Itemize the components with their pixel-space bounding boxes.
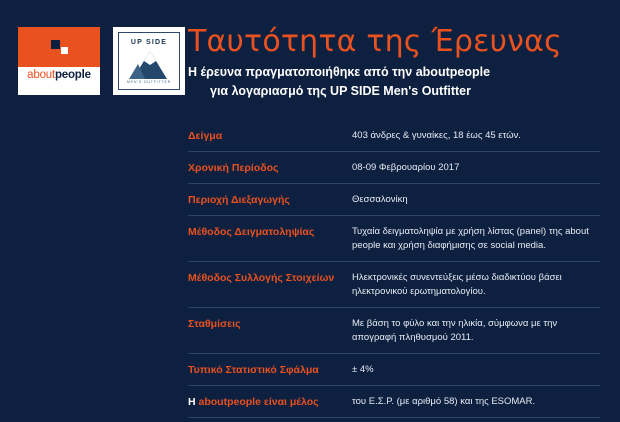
aboutpeople-logo	[18, 27, 100, 95]
table-row	[188, 386, 600, 418]
logo-text-about: about	[27, 69, 55, 81]
fact-label: Δείγμα	[188, 120, 348, 152]
survey-identity-table	[188, 120, 600, 418]
aboutpeople-logo-text	[18, 69, 100, 81]
table-row	[188, 308, 600, 354]
mountain-icon	[125, 48, 175, 82]
logo-area	[18, 27, 185, 95]
table-row	[188, 262, 600, 308]
fact-value: ± 4%	[348, 354, 600, 386]
logo-text-people: people	[54, 69, 91, 81]
fact-value: Τυχαία δειγματοληψία με χρήση λίστας (panel) της about people και χρήση διαφήμισης σε social media.	[348, 216, 600, 262]
fact-value: Θεσσαλονίκη	[348, 184, 600, 216]
page-subtitle	[188, 63, 608, 101]
client-logo-name: UP SIDE	[130, 39, 168, 46]
fact-label: Τυπικό Στατιστικό Σφάλμα	[188, 354, 348, 386]
page-title: Ταυτότητα της Έρευνας	[188, 24, 562, 59]
fact-label: Η aboutpeople είναι μέλος	[188, 386, 348, 418]
fact-label: Μέθοδος Συλλογής Στοιχείων	[188, 262, 348, 308]
subtitle-line1-prefix: Η έρευνα πραγματοποιήθηκε από την	[188, 65, 416, 79]
client-logo-frame	[118, 32, 180, 90]
fact-value: 08-09 Φεβρουαρίου 2017	[348, 152, 600, 184]
table-row	[188, 120, 600, 152]
subtitle-brand-aboutpeople: aboutpeople	[415, 65, 491, 79]
client-logo-tagline: MEN'S OUTFITTER	[126, 80, 172, 84]
fact-value: 403 άνδρες & γυναίκες, 18 έως 45 ετών.	[348, 120, 600, 152]
table-row	[188, 184, 600, 216]
logo-square-light	[61, 47, 68, 54]
fact-label: Περιοχή Διεξαγωγής	[188, 184, 348, 216]
table-row	[188, 354, 600, 386]
fact-value: Ηλεκτρονικές συνεντεύξεις μέσω διαδικτύου βάσει ηλεκτρονικού ερωτηματολογίου.	[348, 262, 600, 308]
table-row	[188, 152, 600, 184]
fact-label: Σταθμίσεις	[188, 308, 348, 354]
survey-identity-table-body	[188, 120, 600, 418]
fact-value: Με βάση το φύλο και την ηλικία, σύμφωνα με την απογραφή πληθυσμού 2011.	[348, 308, 600, 354]
table-row	[188, 216, 600, 262]
fact-label: Μέθοδος Δειγματοληψίας	[188, 216, 348, 262]
aboutpeople-logo-mark	[18, 27, 100, 67]
subtitle-brand-upside: UP SIDE Men's Outfitter	[330, 84, 472, 98]
fact-label: Χρονική Περίοδος	[188, 152, 348, 184]
subtitle-line2	[188, 82, 608, 101]
fact-value: του Ε.Σ.Ρ. (με αριθμό 58) και της ESOMAR.	[348, 386, 600, 418]
subtitle-line2-prefix: για λογαριασμό της	[210, 84, 331, 98]
logo-square-dark	[51, 40, 60, 49]
upside-client-logo	[113, 27, 185, 95]
